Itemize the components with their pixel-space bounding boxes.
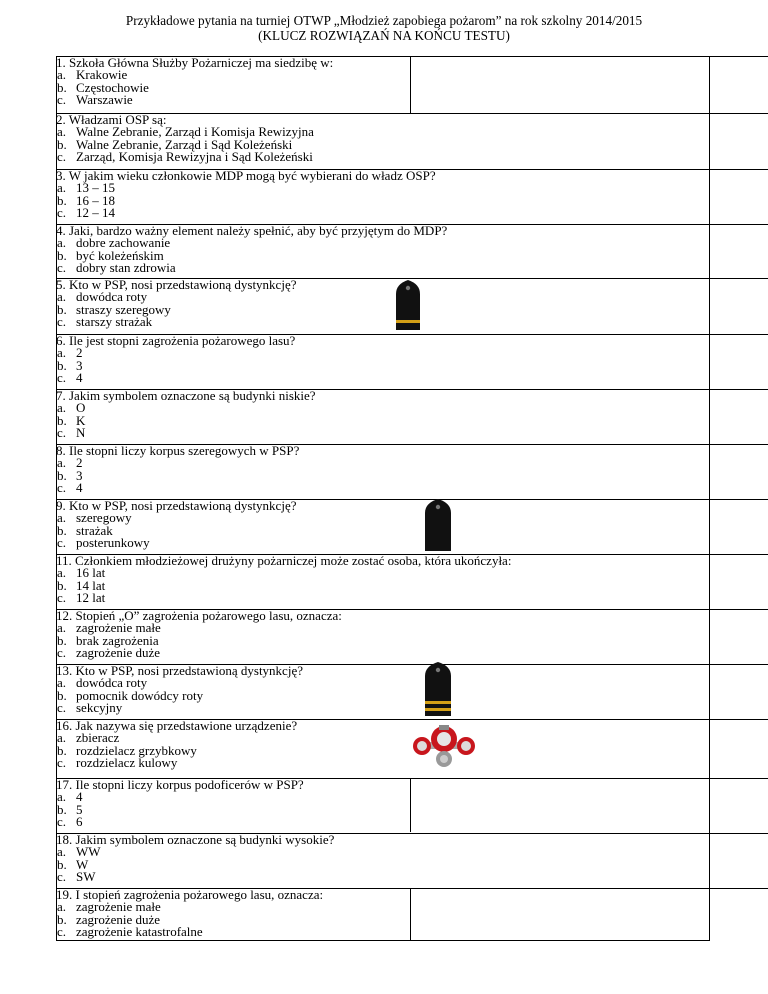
answer-option [56, 427, 768, 439]
question-block [56, 888, 768, 939]
answer-text: 12 lat [76, 590, 106, 606]
hydrant-distributor-icon [412, 723, 476, 769]
answer-letter: a. [57, 730, 67, 746]
answer-text: być koleżeńskim [76, 247, 164, 263]
question-block [56, 778, 768, 829]
question-block [56, 499, 768, 550]
answer-text: 13 – 15 [76, 180, 115, 196]
answer-text: rozdzielacz kulowy [76, 755, 178, 771]
answer-option [56, 577, 768, 593]
header-subtitle: (KLUCZ ROZWIĄZAŃ NA KOŃCU TESTU) [258, 28, 510, 43]
answer-text: 16 lat [76, 565, 106, 581]
answer-letter: b. [57, 412, 67, 428]
answer-option [56, 926, 768, 938]
epaulette-two-stripes-icon [418, 660, 458, 718]
answer-option [56, 687, 768, 703]
answer-letter: c. [57, 645, 67, 661]
answer-text: 3 [76, 467, 83, 483]
answer-letter: a. [57, 180, 67, 196]
answer-option [56, 457, 768, 469]
answer-letter: c. [57, 260, 67, 276]
answer-option [56, 262, 768, 274]
answer-letter: b. [57, 911, 67, 927]
answer-text: Walne Zebranie, Zarząd i Komisja Rewizyjna [76, 124, 314, 140]
answer-letter: a. [57, 400, 67, 416]
question-text: 2. Władzami OSP są: [56, 112, 167, 127]
answer-text: 2 [76, 455, 83, 471]
answer-letter: b. [57, 357, 67, 373]
answer-letter: c. [57, 205, 67, 221]
question-block [56, 609, 768, 660]
question-text: 11. Członkiem młodzieżowej drużyny pożarniczej może zostać osoba, która ukończyła: [56, 553, 512, 568]
answer-text: Warszawie [76, 92, 133, 108]
answer-option [56, 791, 768, 803]
answer-text: szeregowy [76, 510, 132, 526]
question-block [56, 56, 768, 107]
answer-letter: c. [57, 869, 67, 885]
answer-letter: b. [57, 632, 67, 648]
answer-letter: c. [57, 755, 67, 771]
answer-option [56, 816, 768, 828]
answer-text: 3 [76, 357, 83, 373]
answer-text: W [76, 856, 89, 872]
answer-text: zagrożenie małe [76, 899, 161, 915]
question-text: 18. Jakim symbolem oznaczone są budynki wysokie? [56, 832, 335, 847]
answer-text: starszy strażak [76, 314, 153, 330]
answer-option [56, 207, 768, 219]
question-block [56, 554, 768, 605]
answer-letter: a. [57, 565, 67, 581]
answer-letter: a. [57, 345, 67, 361]
answer-text: zagrożenie katastrofalne [76, 924, 203, 940]
answer-text: 14 lat [76, 577, 106, 593]
answer-text: WW [76, 844, 101, 860]
answer-text: O [76, 400, 86, 416]
answer-letter: c. [57, 700, 67, 716]
answer-text: strażak [76, 522, 113, 538]
answer-letter: c. [57, 314, 67, 330]
answer-text: dowódca roty [76, 289, 148, 305]
question-text: 1. Szkoła Główna Służby Pożarniczej ma siedzibę w: [56, 55, 334, 70]
answer-option [56, 856, 768, 872]
answer-text: N [76, 425, 86, 441]
answer-text: zagrożenie duże [76, 911, 161, 927]
answer-letter: a. [57, 789, 67, 805]
answer-option [56, 846, 768, 858]
epaulette-one-stripe-icon [388, 278, 428, 332]
answer-option [56, 901, 768, 913]
answer-option [56, 482, 768, 494]
answer-option [56, 871, 768, 883]
answer-text: 2 [76, 345, 83, 361]
question-text: 9. Kto w PSP, nosi przedstawioną dystynkcję? [56, 498, 297, 513]
answer-text: brak zagrożenia [76, 632, 159, 648]
table-border-bottom [56, 940, 710, 941]
answer-option [56, 372, 768, 384]
answer-letter: c. [57, 924, 67, 940]
answer-letter: a. [57, 510, 67, 526]
answer-letter: b. [57, 79, 67, 95]
answer-letter: c. [57, 425, 67, 441]
answer-letter: b. [57, 136, 67, 152]
question-block [56, 833, 768, 884]
answer-text: pomocnik dowódcy roty [76, 687, 204, 703]
answer-letter: b. [57, 247, 67, 263]
epaulette-plain-icon [418, 497, 458, 553]
answer-option [56, 402, 768, 414]
answer-option [56, 632, 768, 648]
answer-text: 4 [76, 370, 83, 386]
answer-text: posterunkowy [76, 535, 150, 551]
answer-text: 5 [76, 801, 83, 817]
answer-option [56, 522, 768, 538]
answer-text: 4 [76, 480, 83, 496]
question-block [56, 444, 768, 495]
answer-letter: b. [57, 801, 67, 817]
answer-letter: a. [57, 844, 67, 860]
answer-letter: a. [57, 124, 67, 140]
answer-letter: c. [57, 370, 67, 386]
answer-text: Częstochowie [76, 79, 149, 95]
answer-option [56, 622, 768, 634]
answer-letter: b. [57, 742, 67, 758]
answer-letter: b. [57, 577, 67, 593]
answer-text: 4 [76, 789, 83, 805]
answer-letter: a. [57, 899, 67, 915]
answer-text: straszy szeregowy [76, 301, 171, 317]
answer-option [56, 592, 768, 604]
answer-option [56, 347, 768, 359]
answer-option [56, 537, 768, 549]
answer-letter: c. [57, 814, 67, 830]
answer-letter: c. [57, 480, 67, 496]
answer-option [56, 512, 768, 524]
answer-letter: b. [57, 856, 67, 872]
answer-text: K [76, 412, 86, 428]
answer-letter: a. [57, 620, 67, 636]
answer-option [56, 69, 768, 81]
answer-option [56, 702, 768, 714]
answer-letter: b. [57, 192, 67, 208]
answer-letter: c. [57, 92, 67, 108]
answer-option [56, 182, 768, 194]
answer-option [56, 192, 768, 208]
question-text: 3. W jakim wieku członkowie MDP mogą być wybierani do władz OSP? [56, 168, 436, 183]
question-block [56, 334, 768, 385]
question-text: 8. Ile stopni liczy korpus szeregowych w PSP? [56, 443, 300, 458]
question-block [56, 169, 768, 220]
answer-option [56, 647, 768, 659]
answer-text: Krakowie [76, 67, 128, 83]
answer-option [56, 412, 768, 428]
answer-option [56, 151, 768, 163]
answer-text: 12 – 14 [76, 205, 115, 221]
answer-option [56, 467, 768, 483]
answer-letter: c. [57, 590, 67, 606]
answer-text: rozdzielacz grzybkowy [76, 742, 197, 758]
answer-text: 6 [76, 814, 83, 830]
question-text: 5. Kto w PSP, nosi przedstawioną dystynkcję? [56, 277, 297, 292]
question-text: 12. Stopień „O” zagrożenia pożarowego lasu, oznacza: [56, 608, 342, 623]
question-text: 6. Ile jest stopni zagrożenia pożarowego lasu? [56, 333, 296, 348]
answer-letter: b. [57, 522, 67, 538]
question-text: 16. Jak nazywa się przedstawione urządzenie? [56, 718, 298, 733]
question-text: 13. Kto w PSP, nosi przedstawioną dystynkcję? [56, 663, 303, 678]
question-text: 19. I stopień zagrożenia pożarowego lasu, oznacza: [56, 887, 324, 902]
answer-letter: a. [57, 289, 67, 305]
answer-letter: a. [57, 67, 67, 83]
answer-text: sekcyjny [76, 700, 123, 716]
answer-letter: b. [57, 301, 67, 317]
answer-letter: b. [57, 687, 67, 703]
answer-option [56, 567, 768, 579]
answer-letter: a. [57, 455, 67, 471]
answer-option [56, 79, 768, 95]
answer-text: dowódca roty [76, 675, 148, 691]
page-header [0, 13, 768, 43]
answer-letter: c. [57, 149, 67, 165]
question-block [56, 224, 768, 275]
answer-text: zbieracz [76, 730, 120, 746]
answer-text: dobre zachowanie [76, 235, 171, 251]
answer-letter: b. [57, 467, 67, 483]
header-title: Przykładowe pytania na turniej OTWP „Młodzież zapobiega pożarom” na rok szkolny 2014/2015 [125, 13, 643, 28]
answer-text: Zarząd, Komisja Rewizyjna i Sąd Koleżeński [76, 149, 313, 165]
question-text: 4. Jaki, bardzo ważny element należy spełnić, aby być przyjętym do MDP? [56, 223, 448, 238]
question-text: 17. Ile stopni liczy korpus podoficerów w PSP? [56, 777, 304, 792]
answer-text: zagrożenie małe [76, 620, 161, 636]
answer-letter: a. [57, 235, 67, 251]
answer-text: SW [76, 869, 96, 885]
answer-letter: a. [57, 675, 67, 691]
answer-option [56, 94, 768, 106]
answer-option [56, 801, 768, 817]
answer-option [56, 357, 768, 373]
question-text: 7. Jakim symbolem oznaczone są budynki niskie? [56, 388, 316, 403]
answer-text: Walne Zebranie, Zarząd i Sąd Koleżeński [76, 136, 293, 152]
question-block [56, 664, 768, 715]
question-block [56, 389, 768, 440]
answer-text: 16 – 18 [76, 192, 115, 208]
answer-text: zagrożenie duże [76, 645, 161, 661]
question-block [56, 113, 768, 164]
answer-letter: c. [57, 535, 67, 551]
answer-text: dobry stan zdrowia [76, 260, 176, 276]
